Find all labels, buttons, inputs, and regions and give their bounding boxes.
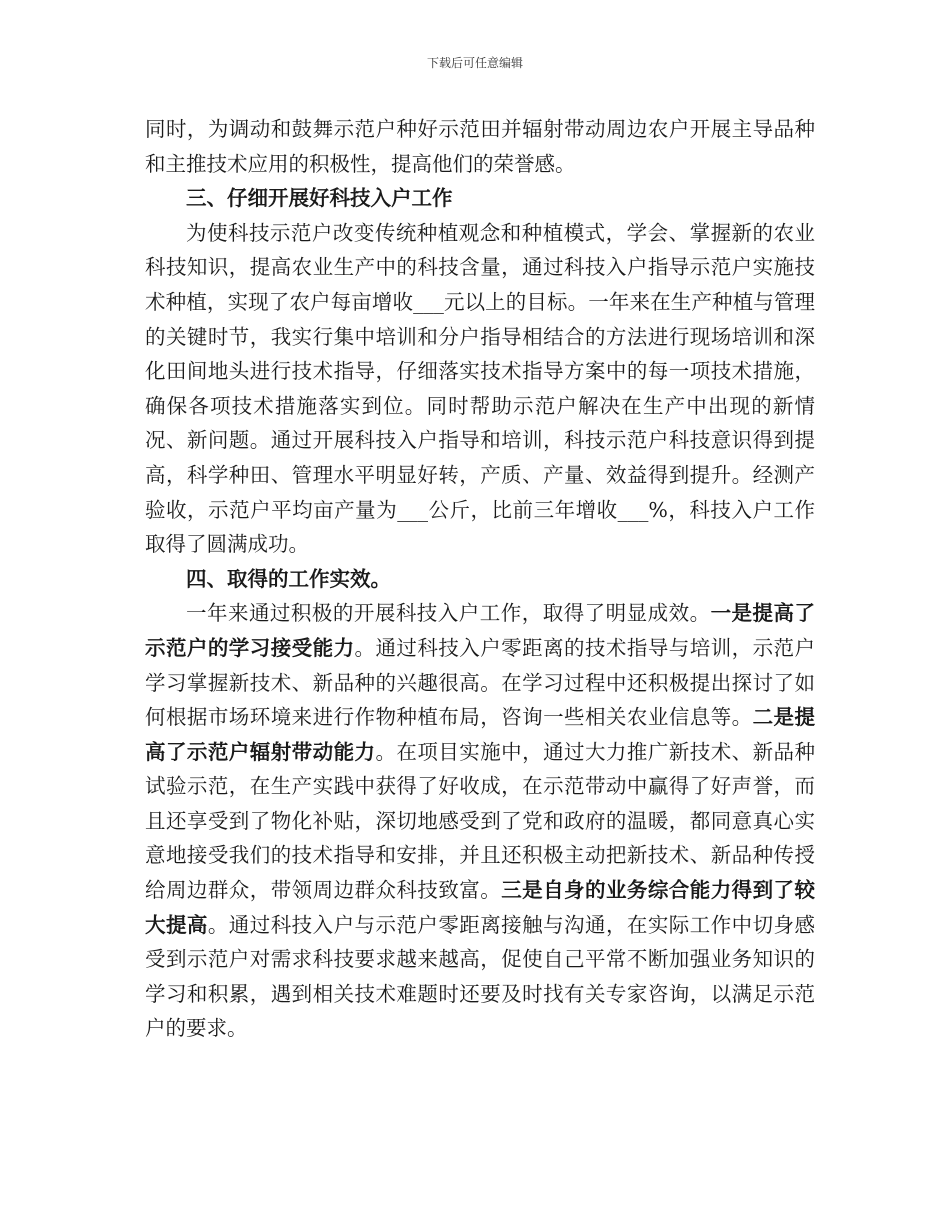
achievement-2-text: 。在项目实施中，通过大力推广新技术、新品种试验示范，在生产实践中获得了好收成，在示范带动中赢得了好声誉，而且还享受到了物化补贴，深切地感受到了党和政府的温暖，都同意真心实意地接受我们的技术指导和安排，并且还积极主动把新技术、新品种传授给周边群众，带领周边群众科技致富。 [145,739,815,903]
paragraph-intro-text: 一年来通过积极的开展科技入户工作，取得了明显成效。 [186,601,711,626]
page-header: 下载后可任意编辑 [426,56,523,70]
achievement-2-title: 二是提高了示范户辐射带动能力 [145,705,816,764]
paragraph-continuation: 同时，为调动和鼓舞示范户种好示范田并辐射带动周边农户开展主导品种和主推技术应用的积极性，提高他们的荣誉感。 [145,117,815,176]
paragraph-section-3: 为使科技示范户改变传统种植观念和种植模式，学会、掌握新的农业科技知识，提高农业生产中的科技含量，通过科技入户指导示范户实施技术种植，实现了农户每亩增收___元以上的目标。一年来在生产种植与管理的关键时节，我实行集中培训和分户指导相结合的方法进行现场培训和深化田间地头进行技术指导，仔细落实技术指导方案中的每一项技术措施，确保各项技术措施落实到位。同时帮助示范户解决在生产中出现的新情况、新问题。通过开展科技入户指导和培训，科技示范户科技意识得到提高，科学种田、管理水平明显好转，产质、产量、效益得到提升。经测产验收，示范户平均亩产量为___公斤，比前三年增收___%，科技入户工作取得了圆满成功。 [145,220,815,557]
achievement-1-title: 一是提高了示范户的学习接受能力 [145,601,816,660]
section-heading-3: 三、仔细开展好科技入户工作 [186,186,453,211]
achievement-3-text: 。通过科技入户与示范户零距离接触与沟通，在实际工作中切身感受到示范户对需求科技要求越来越高，促使自己平常不断加强业务知识的学习和积累，遇到相关技术难题时还要及时找有关专家咨询，以满足示范户的要求。 [145,912,816,1041]
section-heading-4: 四、取得的工作实效。 [186,566,391,591]
document-body [145,112,815,1046]
achievement-1-text: 。通过科技入户零距离的技术指导与培训，示范户学习掌握新技术、新品种的兴趣很高。在学习过程中还积极提出探讨了如何根据市场环境来进行作物种植布局，咨询一些相关农业信息等。 [145,635,815,730]
paragraph-section-4 [145,596,815,1046]
achievement-3-title: 三是自身的业务综合能力得到了较大提高 [145,878,816,937]
